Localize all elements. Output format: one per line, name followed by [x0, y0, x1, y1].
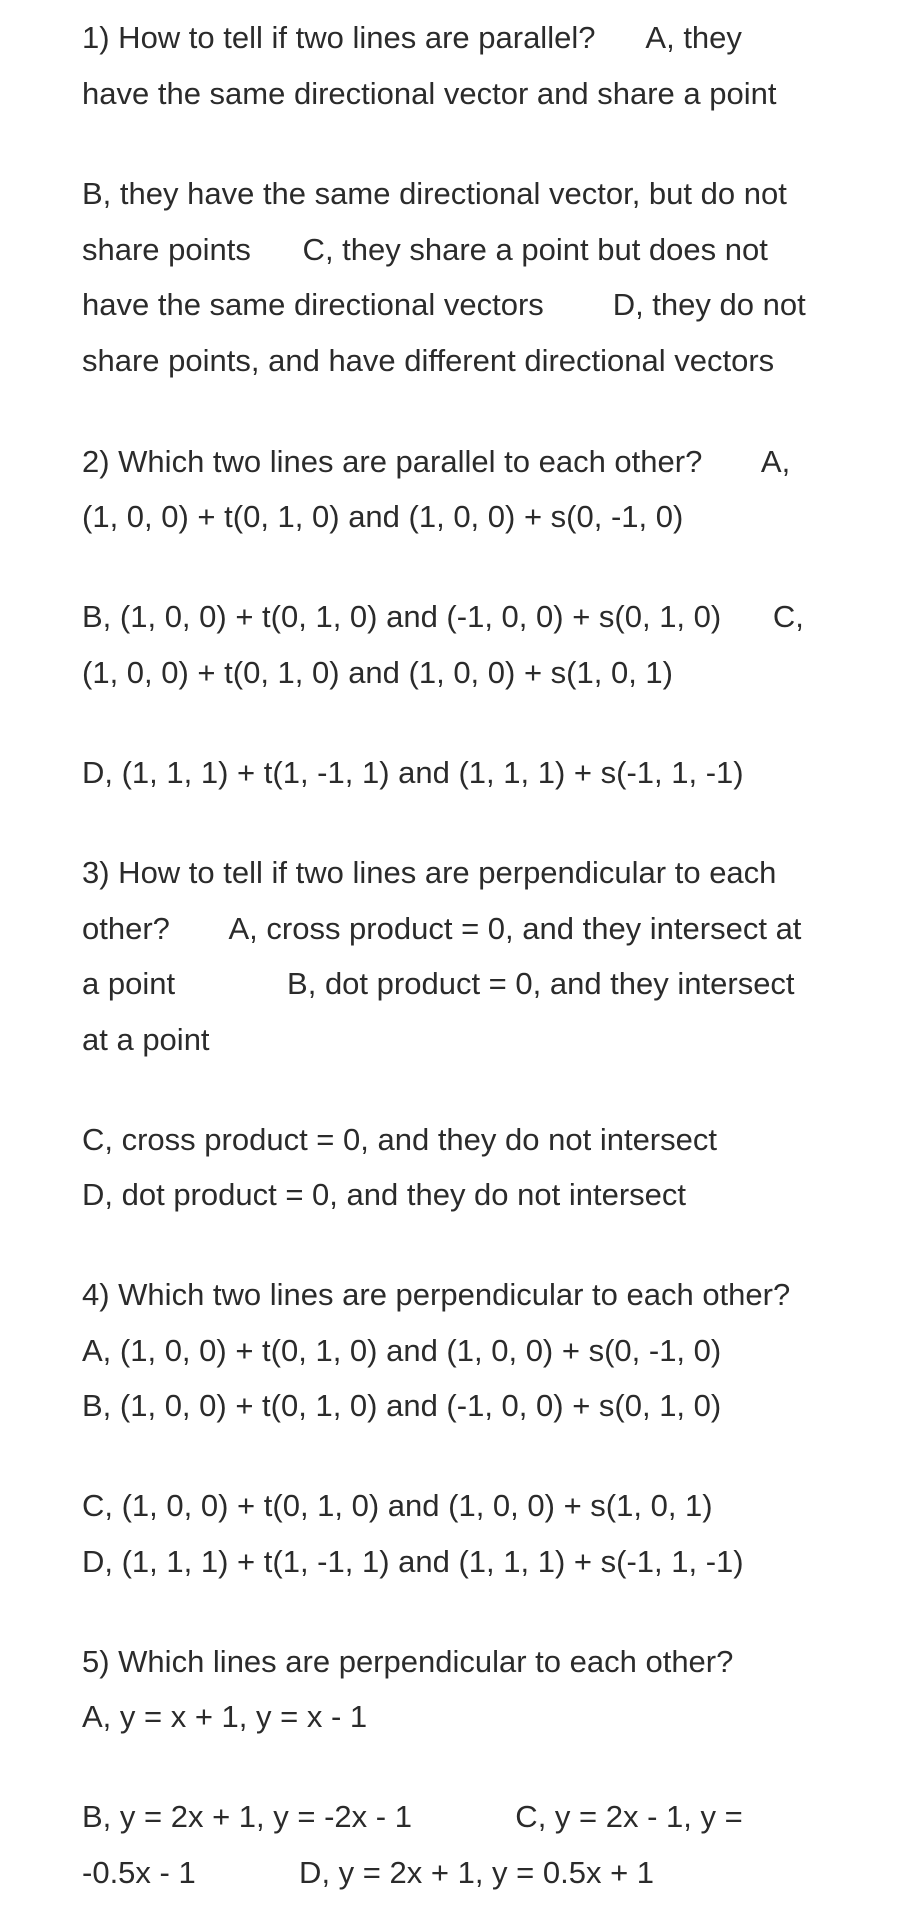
q4-line-5: D, (1, 1, 1) + t(1, -1, 1) and (1, 1, 1) + s(-1, 1, -1): [82, 1544, 744, 1579]
q3-line-2: other? A, cross product = 0, and they intersect at: [82, 911, 802, 946]
q3-line-5: C, cross product = 0, and they do not intersect: [82, 1122, 717, 1157]
q4-line-4: C, (1, 0, 0) + t(0, 1, 0) and (1, 0, 0) + s(1, 0, 1): [82, 1488, 713, 1523]
q3-line-1: 3) How to tell if two lines are perpendicular to each: [82, 855, 777, 890]
q2-line-3: B, (1, 0, 0) + t(0, 1, 0) and (-1, 0, 0) + s(0, 1, 0) C,: [82, 599, 804, 634]
q3-line-6: D, dot product = 0, and they do not intersect: [82, 1177, 687, 1212]
q3-line-3: a point B, dot product = 0, and they intersect: [82, 966, 795, 1001]
q1-line-1: 1) How to tell if two lines are parallel? A, they: [82, 20, 742, 55]
q5-line-2: A, y = x + 1, y = x - 1: [82, 1699, 368, 1734]
q1-line-3: B, they have the same directional vector, but do not: [82, 176, 787, 211]
q2-line-5: D, (1, 1, 1) + t(1, -1, 1) and (1, 1, 1) + s(-1, 1, -1): [82, 755, 744, 790]
q1-line-5: have the same directional vectors D, they do not: [82, 287, 806, 322]
q1-line-2: have the same directional vector and share a point: [82, 76, 777, 111]
q5-line-1: 5) Which lines are perpendicular to each other?: [82, 1644, 734, 1679]
q3-line-4: at a point: [82, 1022, 210, 1057]
q1-line-4: share points C, they share a point but does not: [82, 232, 768, 267]
q5-line-3: B, y = 2x + 1, y = -2x - 1 C, y = 2x - 1, y =: [82, 1799, 743, 1834]
q2-line-4: (1, 0, 0) + t(0, 1, 0) and (1, 0, 0) + s(1, 0, 1): [82, 655, 673, 690]
q2-line-1: 2) Which two lines are parallel to each other? A,: [82, 444, 791, 479]
q4-line-2: A, (1, 0, 0) + t(0, 1, 0) and (1, 0, 0) + s(0, -1, 0): [82, 1333, 722, 1368]
q5-line-4: -0.5x - 1 D, y = 2x + 1, y = 0.5x + 1: [82, 1855, 655, 1890]
q4-line-1: 4) Which two lines are perpendicular to each other?: [82, 1277, 791, 1312]
q4-line-3: B, (1, 0, 0) + t(0, 1, 0) and (-1, 0, 0) + s(0, 1, 0): [82, 1388, 722, 1423]
q1-line-6: share points, and have different directional vectors: [82, 343, 775, 378]
q2-line-2: (1, 0, 0) + t(0, 1, 0) and (1, 0, 0) + s(0, -1, 0): [82, 499, 684, 534]
